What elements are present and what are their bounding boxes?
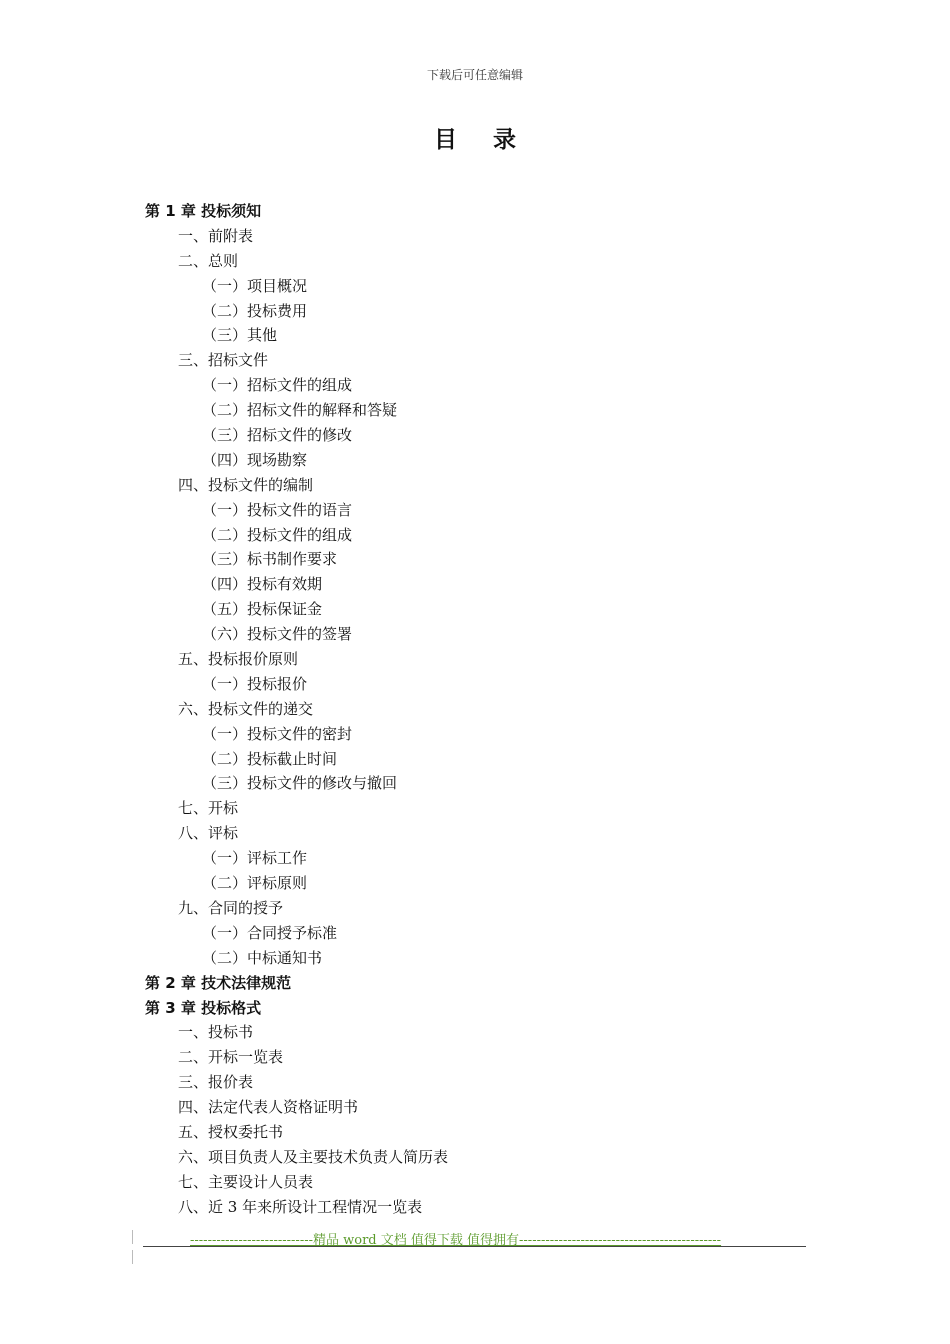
toc-subsection: （四）现场勘察 (202, 450, 308, 469)
toc-section: 八、评标 (178, 824, 239, 843)
toc-section: 八、近 3 年来所设计工程情况一览表 (178, 1197, 423, 1216)
toc-section: 四、投标文件的编制 (178, 475, 314, 494)
toc-section: 二、总则 (178, 251, 239, 270)
footer-rule (143, 1246, 806, 1247)
toc-subsection: （三）其他 (202, 326, 278, 345)
toc-section: 七、开标 (178, 799, 239, 818)
toc-subsection: （二）投标费用 (202, 301, 308, 320)
toc-subsection: （六）投标文件的签署 (202, 625, 353, 644)
toc-section: 一、前附表 (178, 226, 254, 245)
toc-subsection: （二）中标通知书 (202, 948, 323, 967)
toc-subsection: （一）合同授予标准 (202, 923, 338, 942)
page-header: 下载后可任意编辑 (426, 68, 523, 82)
toc-subsection: （一）招标文件的组成 (202, 376, 353, 395)
toc-chapter: 第 2 章 技术法律规范 (145, 973, 292, 992)
toc-subsection: （二）投标文件的组成 (202, 525, 353, 544)
toc-subsection: （一）评标工作 (202, 849, 308, 868)
toc-section: 九、合同的授予 (178, 898, 284, 917)
toc-subsection: （一）投标报价 (202, 674, 308, 693)
toc-subsection: （一）投标文件的语言 (202, 500, 353, 519)
toc-section: 二、开标一览表 (178, 1048, 284, 1067)
toc-subsection: （二）招标文件的解释和答疑 (202, 401, 398, 420)
toc-subsection: （一）投标文件的密封 (202, 724, 353, 743)
toc-section: 五、授权委托书 (178, 1122, 284, 1141)
page-title: 目 录 (433, 127, 530, 153)
toc-subsection: （二）投标截止时间 (202, 749, 338, 768)
toc-subsection: （二）评标原则 (202, 874, 308, 893)
toc-section: 五、投标报价原则 (178, 650, 299, 669)
toc-subsection: （三）标书制作要求 (202, 550, 338, 569)
toc-subsection: （三）投标文件的修改与撤回 (202, 774, 398, 793)
footer-banner: ----------------------------精品 word 文档 值得下载 值得拥有---------------------------------------------- (190, 1233, 722, 1248)
toc-section: 七、主要设计人员表 (178, 1172, 314, 1191)
toc-subsection: （五）投标保证金 (202, 600, 323, 619)
toc-subsection: （三）招标文件的修改 (202, 426, 353, 445)
toc-section: 一、投标书 (178, 1023, 254, 1042)
table-of-contents (0, 199, 950, 1220)
margin-mark-top (132, 1230, 133, 1244)
toc-chapter: 第 3 章 投标格式 (145, 998, 262, 1017)
toc-section: 六、投标文件的递交 (178, 699, 314, 718)
toc-section: 三、报价表 (178, 1073, 254, 1092)
margin-mark-bottom (132, 1250, 133, 1264)
toc-section: 四、法定代表人资格证明书 (178, 1098, 359, 1117)
toc-chapter: 第 1 章 投标须知 (145, 202, 262, 220)
toc-section: 六、项目负责人及主要技术负责人简历表 (178, 1147, 449, 1166)
toc-subsection: （一）项目概况 (202, 276, 308, 295)
toc-subsection: （四）投标有效期 (202, 575, 323, 594)
toc-section: 三、招标文件 (178, 351, 269, 370)
